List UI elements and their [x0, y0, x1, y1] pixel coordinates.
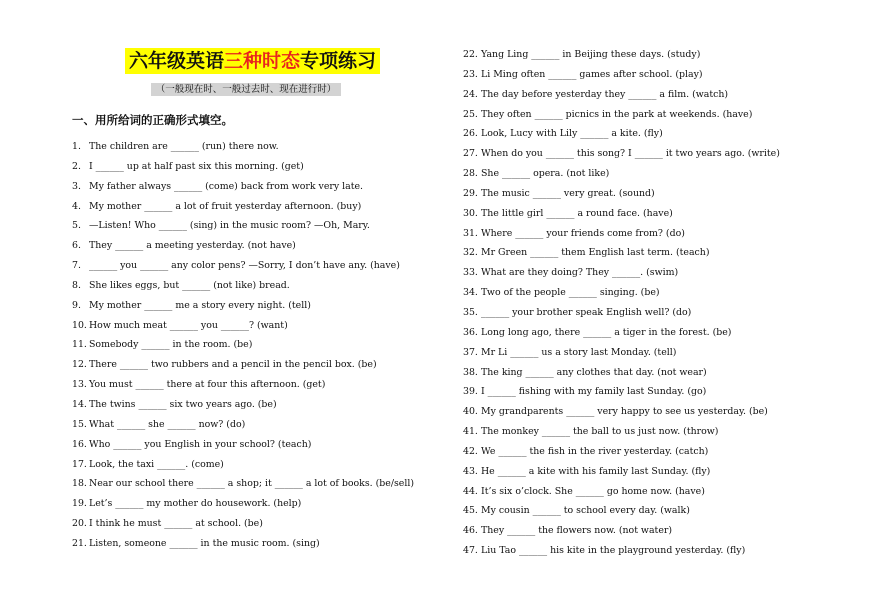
- question-text: She likes eggs, but ______ (not like) bread.: [89, 279, 290, 291]
- question-item: [463, 147, 853, 167]
- question-number: 47.: [463, 545, 478, 557]
- question-text: When do you ______ this song? I ______ it two years ago. (write): [481, 148, 780, 160]
- question-text: Let’s ______ my mother do housework. (help): [89, 498, 302, 510]
- question-item: [463, 187, 853, 207]
- question-item: [463, 485, 853, 505]
- question-number: 12.: [72, 359, 87, 371]
- question-number: 42.: [463, 445, 478, 457]
- question-item: [72, 239, 432, 259]
- question-number: 5.: [72, 220, 81, 232]
- question-number: 38.: [463, 366, 478, 378]
- title-part-3: 专项练习: [300, 50, 377, 72]
- question-text: What are they doing? They ______. (swim): [481, 267, 679, 279]
- question-item: [72, 378, 432, 398]
- question-text: My cousin ______ to school every day. (walk): [481, 505, 690, 517]
- question-item: [463, 346, 853, 366]
- question-text: Where ______ your friends come from? (do): [481, 227, 685, 239]
- question-number: 22.: [463, 49, 478, 60]
- question-number: 33.: [463, 267, 478, 279]
- question-text: It’s six o’clock. She ______ go home now. (have): [481, 485, 705, 497]
- question-number: 25.: [463, 108, 478, 120]
- question-number: 9.: [72, 299, 81, 311]
- question-number: 20.: [72, 518, 87, 530]
- question-item: [72, 299, 432, 319]
- question-item: [72, 180, 432, 200]
- question-number: 8.: [72, 279, 81, 291]
- question-item: [463, 504, 853, 524]
- question-number: 7.: [72, 260, 81, 272]
- question-item: [72, 319, 432, 339]
- question-text: Who ______ you English in your school? (teach): [89, 438, 312, 450]
- question-text: Somebody ______ in the room. (be): [89, 339, 253, 351]
- question-number: 46.: [463, 525, 478, 537]
- title-part-2-highlighted: 三种时态: [224, 50, 301, 72]
- question-number: 45.: [463, 505, 478, 517]
- question-number: 29.: [463, 187, 478, 199]
- question-number: 21.: [72, 537, 87, 549]
- question-text: My grandparents ______ very happy to see us yesterday. (be): [481, 406, 768, 418]
- question-item: [463, 445, 853, 465]
- question-text: I think he must ______ at school. (be): [89, 518, 263, 530]
- question-item: [463, 127, 853, 147]
- question-number: 39.: [463, 386, 478, 398]
- question-item: [463, 48, 853, 68]
- question-text: My mother ______ a lot of fruit yesterday afternoon. (buy): [89, 200, 362, 212]
- question-text: The music ______ very great. (sound): [481, 187, 655, 199]
- question-text: They often ______ picnics in the park at weekends. (have): [481, 108, 753, 120]
- question-text: Listen, someone ______ in the music room. (sing): [89, 537, 320, 549]
- question-item: [463, 227, 853, 247]
- question-text: What ______ she ______ now? (do): [89, 418, 246, 430]
- question-text: Mr Li ______ us a story last Monday. (tell): [481, 346, 677, 358]
- question-number: 40.: [463, 406, 478, 418]
- question-item: [72, 477, 432, 497]
- title-part-1: 六年级英语: [129, 50, 225, 72]
- question-text: She ______ opera. (not like): [481, 168, 610, 180]
- question-number: 3.: [72, 180, 81, 192]
- question-text: How much meat ______ you ______? (want): [89, 319, 288, 331]
- question-text: The king ______ any clothes that day. (not wear): [481, 366, 707, 378]
- question-number: 44.: [463, 485, 478, 497]
- question-text: Near our school there ______ a shop; it ______ a lot of books. (be/sell): [89, 478, 415, 490]
- question-item: [72, 338, 432, 358]
- question-item: [463, 326, 853, 346]
- question-number: 4.: [72, 200, 81, 212]
- question-item: [72, 358, 432, 378]
- question-number: 34.: [463, 287, 478, 299]
- question-number: 16.: [72, 438, 87, 450]
- question-number: 14.: [72, 398, 87, 410]
- question-number: 11.: [72, 339, 87, 351]
- question-text: ______ you ______ any color pens? —Sorry, I don’t have any. (have): [89, 260, 400, 272]
- question-item: [463, 366, 853, 386]
- question-text: The monkey ______ the ball to us just now. (throw): [481, 426, 719, 438]
- question-item: [463, 88, 853, 108]
- question-item: [72, 279, 432, 299]
- question-text: You must ______ there at four this afternoon. (get): [89, 379, 326, 391]
- question-number: 35.: [463, 306, 478, 318]
- question-item: [463, 405, 853, 425]
- question-number: 31.: [463, 227, 478, 239]
- question-number: 32.: [463, 247, 478, 259]
- question-number: 18.: [72, 478, 87, 490]
- question-text: Look, Lucy with Lily ______ a kite. (fly): [481, 128, 663, 140]
- question-item: [72, 517, 432, 537]
- question-text: My mother ______ me a story every night. (tell): [89, 299, 311, 311]
- question-text: My father always ______ (come) back from work very late.: [89, 180, 364, 192]
- question-number: 26.: [463, 128, 478, 140]
- question-number: 30.: [463, 207, 478, 219]
- subtitle: （一般现在时、一般过去时、现在进行时）: [151, 83, 341, 96]
- question-item: [72, 140, 432, 160]
- question-text: —Listen! Who ______ (sing) in the music room? —Oh, Mary.: [89, 220, 370, 232]
- question-text: They ______ the flowers now. (not water): [481, 525, 673, 537]
- question-text: The day before yesterday they ______ a film. (watch): [481, 88, 729, 100]
- question-item: [463, 524, 853, 544]
- question-item: [463, 167, 853, 187]
- question-text: I ______ fishing with my family last Sunday. (go): [481, 386, 707, 398]
- question-item: [463, 246, 853, 266]
- question-text: I ______ up at half past six this morning. (get): [89, 160, 304, 172]
- question-text: Liu Tao ______ his kite in the playground yesterday. (fly): [481, 545, 746, 557]
- question-number: 43.: [463, 465, 478, 477]
- question-item: [463, 385, 853, 405]
- question-item: [463, 544, 853, 564]
- left-question-list: [72, 140, 432, 557]
- question-item: [463, 266, 853, 286]
- question-text: He ______ a kite with his family last Sunday. (fly): [481, 465, 711, 477]
- question-number: 1.: [72, 141, 81, 152]
- question-text: Two of the people ______ singing. (be): [481, 287, 660, 299]
- question-number: 2.: [72, 160, 81, 172]
- question-item: [72, 259, 432, 279]
- question-item: [72, 418, 432, 438]
- right-question-list: [463, 48, 853, 564]
- question-item: [72, 497, 432, 517]
- question-item: [72, 398, 432, 418]
- question-item: [72, 200, 432, 220]
- question-number: 28.: [463, 168, 478, 180]
- question-number: 17.: [72, 458, 87, 470]
- title-highlight: [125, 48, 380, 74]
- question-item: [463, 425, 853, 445]
- question-number: 19.: [72, 498, 87, 510]
- question-text: Li Ming often ______ games after school. (play): [481, 68, 703, 80]
- question-text: We ______ the fish in the river yesterday. (catch): [481, 445, 709, 457]
- question-number: 15.: [72, 418, 87, 430]
- question-number: 23.: [463, 68, 478, 80]
- question-text: ______ your brother speak English well? (do): [481, 306, 692, 318]
- question-text: The children are ______ (run) there now.: [89, 141, 279, 152]
- question-item: [463, 306, 853, 326]
- question-text: The twins ______ six two years ago. (be): [89, 398, 277, 410]
- question-number: 41.: [463, 426, 478, 438]
- question-number: 24.: [463, 88, 478, 100]
- question-number: 13.: [72, 379, 87, 391]
- section-heading: 一、用所给词的正确形式填空。: [72, 113, 233, 127]
- question-item: [72, 219, 432, 239]
- page-title: [129, 48, 376, 74]
- question-number: 10.: [72, 319, 87, 331]
- question-item: [463, 108, 853, 128]
- question-number: 36.: [463, 326, 478, 338]
- question-number: 37.: [463, 346, 478, 358]
- question-text: There ______ two rubbers and a pencil in the pencil box. (be): [89, 359, 377, 371]
- question-text: They ______ a meeting yesterday. (not have): [89, 240, 296, 252]
- question-item: [463, 207, 853, 227]
- question-text: The little girl ______ a round face. (have): [481, 207, 673, 219]
- question-text: Yang Ling ______ in Beijing these days. (study): [481, 49, 701, 60]
- question-text: Look, the taxi ______. (come): [89, 458, 224, 470]
- question-item: [72, 160, 432, 180]
- question-text: Long long ago, there ______ a tiger in the forest. (be): [481, 326, 732, 338]
- question-number: 27.: [463, 148, 478, 160]
- question-item: [463, 286, 853, 306]
- question-text: Mr Green ______ them English last term. (teach): [481, 247, 710, 259]
- question-item: [72, 537, 432, 557]
- question-item: [463, 465, 853, 485]
- question-number: 6.: [72, 240, 81, 252]
- question-item: [72, 438, 432, 458]
- question-item: [72, 458, 432, 478]
- question-item: [463, 68, 853, 88]
